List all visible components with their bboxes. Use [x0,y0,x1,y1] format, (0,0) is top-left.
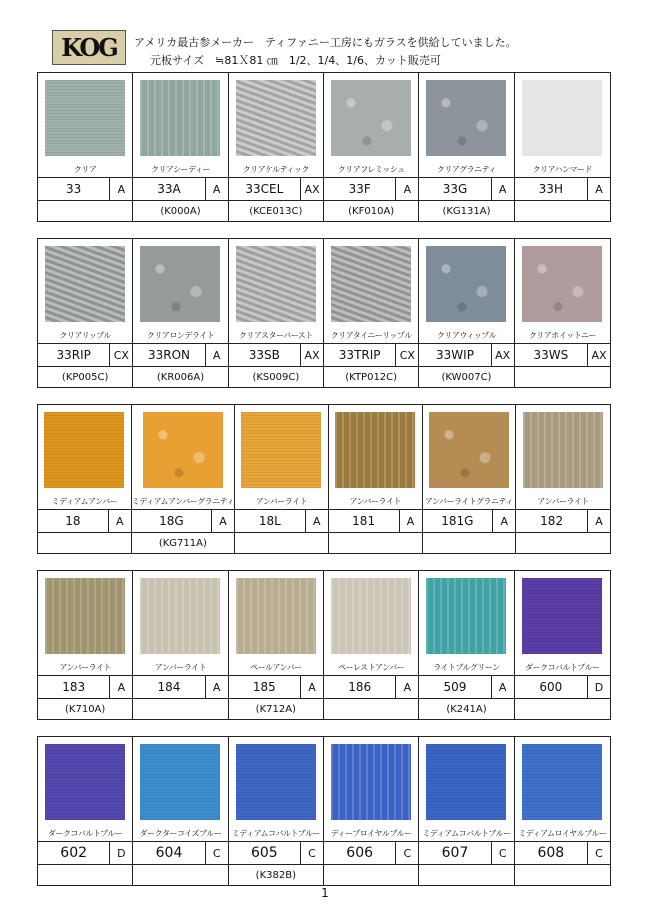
product-code: 33WIP [419,344,491,366]
swatch-frame [515,73,610,163]
product-code: 33A [133,178,205,200]
swatch-frame [235,405,328,495]
product-row-4 [37,570,611,720]
glass-swatch-image [426,80,506,156]
product-code: 33RON [133,344,205,366]
product-card [515,571,610,719]
reference-code [38,865,132,885]
swatch-frame [419,239,513,329]
swatch-frame [229,239,323,329]
product-card [324,571,419,719]
code-row [133,841,227,865]
product-card [419,239,514,387]
price-class: CX [113,348,129,362]
product-code: 18G [132,510,212,532]
product-row-3 [37,404,611,554]
glass-swatch-image [236,578,316,654]
price-class: A [595,514,603,528]
page-header [0,0,650,70]
header-description: アメリカ最古参メーカー ティファニー工房にもガラスを供給していました。 [134,36,517,49]
product-name: ペールアンバー [250,663,302,672]
glass-swatch-image [429,412,509,488]
glass-swatch-image [335,412,415,488]
glass-swatch-image [140,744,220,820]
glass-swatch-image [44,412,124,488]
product-code: 607 [419,842,491,864]
swatch-frame [133,239,227,329]
code-row [324,177,418,201]
reference-code [133,865,227,885]
product-name: クリアスターバースト [238,331,313,340]
code-row [419,343,513,367]
glass-swatch-image [523,412,603,488]
product-row-1 [37,72,611,222]
price-class: AX [495,348,511,362]
product-row-2 [37,238,611,388]
price-class: A [115,514,124,528]
product-code: 33 [38,178,110,200]
glass-swatch-image [331,246,411,322]
product-card [229,737,324,885]
product-name: ミディアムロイヤルブルー [518,829,607,838]
code-row [423,509,516,533]
swatch-frame [419,571,513,661]
swatch-frame [324,239,418,329]
product-name: ダークターコイズブルー [139,829,222,838]
reference-code: (K710A) [65,703,106,715]
price-class: AX [304,182,320,196]
product-card [38,73,133,221]
product-name: アンバーライトグラニティ [424,497,513,506]
price-class: A [595,182,603,196]
product-card [133,239,228,387]
product-card [229,571,324,719]
reference-code [516,533,610,553]
product-card [515,737,610,885]
code-row [38,343,132,367]
code-row [133,675,227,699]
product-name: クリアケルティック [242,165,309,174]
product-code: 18 [38,510,109,532]
code-row [133,177,227,201]
reference-code [324,865,418,885]
reference-code [235,533,328,553]
product-name: ミディアムコバルトブルー [231,829,320,838]
reference-code: (K382B) [255,869,296,881]
product-card [133,737,228,885]
product-name: クリアハンマード [532,165,592,174]
code-row [516,509,610,533]
product-card [38,571,133,719]
glass-swatch-image [331,80,411,156]
product-name: ディープロイヤルブルー [330,829,412,838]
product-name: クリアロンデライト [146,331,215,340]
price-class: C [308,846,316,860]
product-name: クリアフレミッシュ [337,165,405,174]
code-row [419,841,513,865]
product-name: アンバーライト [349,497,401,506]
glass-swatch-image [331,744,411,820]
glass-swatch-image [426,578,506,654]
price-class: A [308,680,316,694]
page-number: 1 [321,886,329,900]
product-card [324,737,419,885]
reference-code: (KW007C) [441,371,492,383]
glass-swatch-image [45,744,125,820]
kog-logo [52,30,126,65]
product-code: 33RIP [38,344,110,366]
glass-swatch-image [45,80,125,156]
price-class: A [219,514,227,528]
swatch-frame [132,405,234,495]
code-row [515,177,610,201]
code-row [133,343,227,367]
product-code: 181G [423,510,494,532]
swatch-frame [38,405,131,495]
swatch-frame [516,405,610,495]
product-code: 602 [38,842,110,864]
product-code: 33CEL [229,178,301,200]
price-class: A [403,182,412,196]
reference-code [324,699,418,719]
product-code: 181 [329,510,400,532]
swatch-frame [38,73,132,163]
price-class: A [406,514,415,528]
product-card [229,73,324,221]
price-class: CX [399,348,415,362]
product-code: 185 [229,676,301,698]
swatch-frame [324,571,418,661]
price-class: C [403,846,412,860]
glass-swatch-image [236,246,316,322]
glass-swatch-image [140,578,220,654]
price-class: A [313,514,321,528]
product-name: ペーレストアンバー [338,663,405,672]
code-row [419,675,513,699]
glass-swatch-image [241,412,321,488]
glass-swatch-image [140,246,220,322]
product-card [38,405,132,553]
price-class: AX [591,348,607,362]
reference-code: (KR006A) [156,371,205,383]
price-class: A [117,680,126,694]
price-class: A [498,182,507,196]
price-class: AX [304,348,320,362]
swatch-frame [419,737,513,827]
swatch-frame [423,405,516,495]
price-class: A [500,514,509,528]
product-card [516,405,610,553]
product-code: 606 [324,842,396,864]
swatch-frame [229,737,323,827]
reference-code: (KTP012C) [345,371,398,383]
product-code: 509 [419,676,491,698]
product-code: 183 [38,676,110,698]
product-code: 33G [419,178,491,200]
product-code: 33TRIP [324,344,396,366]
code-row [38,841,132,865]
product-card [324,239,419,387]
swatch-frame [515,571,610,661]
swatch-frame [419,73,513,163]
reference-code [515,367,610,387]
reference-code [38,533,131,553]
reference-code: (KG131A) [442,205,491,217]
code-row [229,343,323,367]
product-card [38,239,133,387]
reference-code [515,699,610,719]
price-class: A [117,182,126,196]
code-row [229,841,323,865]
glass-swatch-image [140,80,220,156]
code-row [132,509,234,533]
swatch-frame [38,571,132,661]
product-name: ミディアムコバルトブルー [422,829,511,838]
reference-code: (K712A) [255,703,296,715]
product-card [132,405,235,553]
code-row [324,841,418,865]
reference-code [423,533,516,553]
product-card [419,737,514,885]
product-name: ダークコバルトブルー [48,829,123,838]
product-name: ミディアムアンバー [51,497,118,506]
price-class: D [117,846,126,860]
swatch-frame [515,737,610,827]
product-code: 608 [515,842,588,864]
swatch-frame [324,737,418,827]
reference-code: (KCE013C) [249,205,303,217]
product-code: 604 [133,842,205,864]
code-row [38,675,132,699]
product-name: クリアウィップル [436,331,497,340]
product-row-5 [37,736,611,886]
reference-code [419,865,513,885]
reference-code: (KS009C) [252,371,300,383]
product-name: クリアタイニーリップル [330,331,412,340]
product-name: クリアグラニティ [436,165,497,174]
product-name: ダークコバルトブルー [525,663,600,672]
product-name: ライトブルグリーン [433,663,500,672]
product-name: クリア [73,165,97,174]
price-class: A [212,348,221,362]
price-class: C [595,846,603,860]
product-code: 605 [229,842,301,864]
reference-code [38,201,132,221]
glass-swatch-image [236,80,316,156]
code-row [38,177,132,201]
glass-swatch-image [236,744,316,820]
code-row [229,177,323,201]
product-name: アンバーライト [255,497,308,506]
product-card [329,405,423,553]
product-card [324,73,419,221]
glass-swatch-image [426,744,506,820]
glass-swatch-image [522,80,602,156]
price-class: A [498,680,507,694]
price-class: D [594,680,604,694]
reference-code: (KG711A) [158,537,207,549]
product-card [38,737,133,885]
product-card [423,405,517,553]
reference-code [515,201,610,221]
product-code: 33F [324,178,396,200]
swatch-frame [38,737,132,827]
logo-text: KOG [61,33,117,62]
glass-swatch-image [522,246,602,322]
product-card [229,239,324,387]
price-class: A [403,680,412,694]
code-row [329,509,422,533]
reference-code [133,699,227,719]
glass-swatch-image [426,246,506,322]
product-code: 186 [324,676,396,698]
glass-swatch-image [522,578,602,654]
swatch-frame [324,73,418,163]
code-row [515,343,610,367]
code-row [515,675,610,699]
code-row [324,675,418,699]
swatch-frame [515,239,610,329]
product-card [515,73,610,221]
product-name: ミディアムアンバーグラニティ [131,497,235,506]
reference-code: (KF010A) [348,205,395,217]
swatch-frame [133,571,227,661]
code-row [324,343,418,367]
price-class: A [212,182,221,196]
reference-code: (K000A) [160,205,201,217]
reference-code [515,865,610,885]
reference-code: (KP005C) [61,371,109,383]
glass-swatch-image [522,744,602,820]
product-name: クリアホイットニー [528,331,596,340]
product-code: 182 [516,510,588,532]
product-card [419,73,514,221]
product-code: 33WS [515,344,588,366]
product-name: クリアリップル [59,331,111,340]
product-name: アンバーライト [537,497,589,506]
code-row [235,509,328,533]
product-code: 18L [235,510,306,532]
swatch-frame [329,405,422,495]
swatch-frame [38,239,132,329]
code-row [419,177,513,201]
price-class: A [212,680,221,694]
swatch-frame [229,73,323,163]
code-row [229,675,323,699]
glass-swatch-image [45,246,125,322]
product-card [515,239,610,387]
glass-swatch-image [331,578,411,654]
code-row [515,841,610,865]
product-card [133,73,228,221]
product-code: 33SB [229,344,301,366]
product-card [419,571,514,719]
code-row [38,509,131,533]
swatch-frame [133,737,227,827]
price-class: C [212,846,221,860]
product-name: クリアシーディー [150,165,211,174]
product-name: アンバーライト [59,663,111,672]
reference-code: (K241A) [446,703,487,715]
product-code: 184 [133,676,205,698]
swatch-frame [229,571,323,661]
glass-swatch-image [143,412,223,488]
product-card [133,571,228,719]
product-card [235,405,329,553]
product-name: アンバーライト [154,663,207,672]
product-code: 33H [515,178,588,200]
glass-swatch-image [45,578,125,654]
header-sheet-size: 元板サイズ ≒81Ｘ81 ㎝ 1/2、1/4、1/6、カット販売可 [150,54,441,67]
reference-code [329,533,422,553]
product-code: 600 [515,676,588,698]
price-class: C [498,846,507,860]
swatch-frame [133,73,227,163]
